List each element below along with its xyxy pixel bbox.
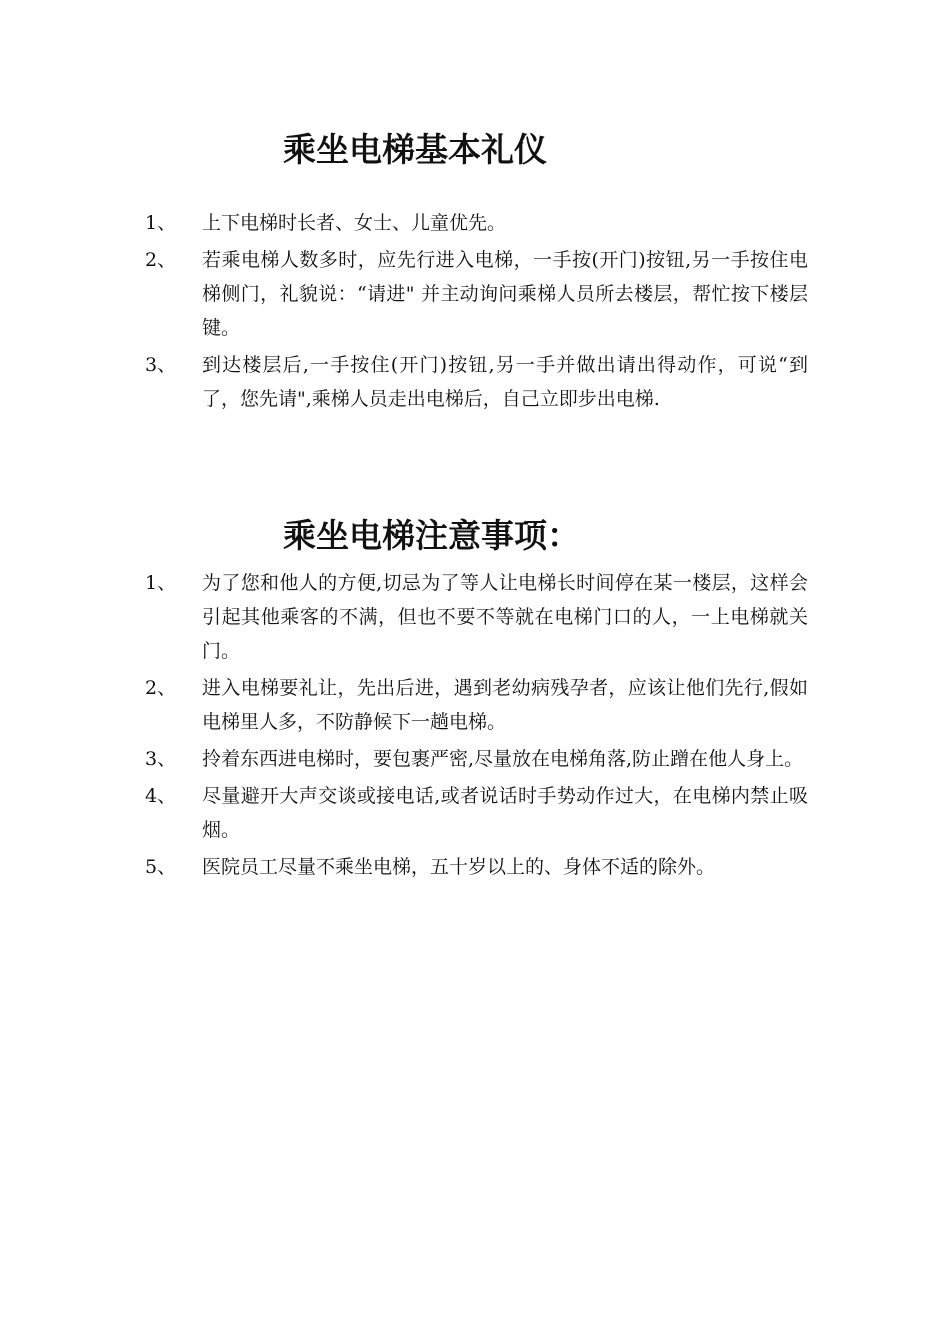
item-number: 1、 [145,212,177,234]
section-title-precautions: 乘坐电梯注意事项： [283,516,580,555]
section-title-etiquette: 乘坐电梯基本礼仪 [283,130,547,169]
item-number: 2、 [145,677,177,699]
item-text: 为了您和他人的方便,切忌为了等人让电梯长时间停在某一楼层，这样会引起其他乘客的不满，但也不要不等就在电梯门口的人，一上电梯就关门。 [202,572,808,662]
item-number: 4、 [145,785,177,807]
list-item [0,566,950,668]
item-number: 3、 [145,354,177,376]
item-text: 尽量避开大声交谈或接电话,或者说话时手势动作过大，在电梯内禁止吸烟。 [202,785,808,841]
list-item [0,742,950,776]
etiquette-list [0,206,950,419]
item-number: 3、 [145,748,177,770]
list-item [0,779,950,847]
item-number: 1、 [145,572,177,594]
item-text: 进入电梯要礼让，先出后进，遇到老幼病残孕者，应该让他们先行,假如电梯里人多，不防静候下一趟电梯。 [202,677,808,733]
list-item [0,671,950,739]
item-text: 医院员工尽量不乘坐电梯，五十岁以上的、身体不适的除外。 [202,856,716,878]
list-item [0,850,950,884]
item-text: 到达楼层后,一手按住(开门)按钮,另一手并做出请出得动作，可说“到了，您先请",乘梯人员走出电梯后，自己立即步出电梯. [202,354,808,410]
precautions-list [0,566,950,887]
list-item [0,348,950,416]
item-number: 2、 [145,249,177,271]
item-text: 拎着东西进电梯时，要包裹严密,尽量放在电梯角落,防止蹭在他人身上。 [202,748,804,770]
item-text: 上下电梯时长者、女士、儿童优先。 [202,212,507,234]
list-item [0,243,950,345]
item-text: 若乘电梯人数多时，应先行进入电梯，一手按(开门)按钮,另一手按住电梯侧门，礼貌说：“请进" 并主动询问乘梯人员所去楼层，帮忙按下楼层键。 [202,249,808,339]
list-item [0,206,950,240]
item-number: 5、 [145,856,177,878]
